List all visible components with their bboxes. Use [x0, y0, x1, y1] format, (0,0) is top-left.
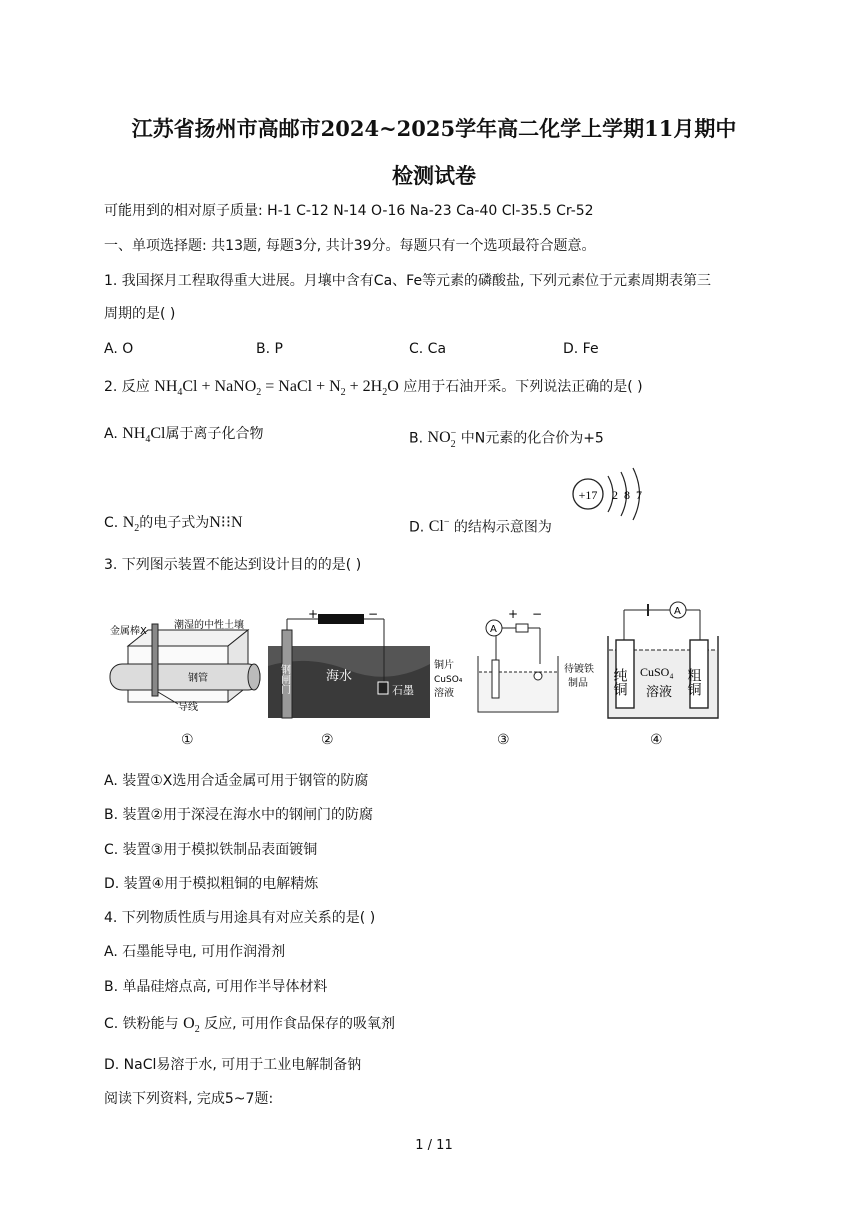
shell-1-electrons: 2	[612, 488, 618, 502]
q4-option-d: D. NaCl易溶于水, 可用于工业电解制备钠	[104, 1057, 362, 1073]
q1-option-a: A. O	[104, 341, 134, 357]
label-pipe: 钢管	[188, 673, 208, 684]
figure-4-caption: ④	[650, 733, 663, 748]
q1-stem-a: 1. 我国探月工程取得重大进展。月壤中含有Ca、Fe等元素的磷酸盐, 下列元素位于元素周期表第三	[104, 273, 711, 289]
q2-equation: $NH_4Cl$ + NaNO$_2$ = NaCl + $N_2 + 2H_2O$	[154, 378, 399, 399]
q2-number: 2. 反应	[104, 379, 150, 395]
ammeter-label: A	[490, 624, 497, 635]
label-item: 制品	[568, 678, 588, 689]
figure-2-sea-gate	[268, 606, 430, 720]
reading-instruction: 阅读下列资料, 完成5~7题:	[104, 1091, 274, 1107]
nucleus-charge: +17	[578, 488, 598, 502]
shell-2-electrons: 8	[624, 488, 630, 502]
figure-4-electrolytic-refining	[604, 600, 722, 722]
label-pure-copper: 纯铜	[611, 668, 627, 696]
page-number: 1 / 11	[415, 1138, 453, 1153]
atomic-masses: 可能用到的相对原子质量: H-1 C-12 N-14 O-16 Na-23 Ca-40 Cl-35.5 Cr-52	[104, 203, 594, 219]
figure-3-caption: ③	[497, 733, 510, 748]
q1-option-d: D. Fe	[563, 341, 599, 357]
q1-option-c: C. Ca	[409, 341, 447, 357]
label-crude-copper: 粗铜	[685, 668, 701, 696]
q3-option-b: B. 装置②用于深浸在海水中的钢闸门的防腐	[104, 807, 374, 823]
label-solution: 溶液	[434, 688, 454, 699]
q2-option-b: B. $NO_2^-$ 中N元素的化合价为+5	[409, 428, 604, 450]
label-wire: 导线	[178, 702, 198, 713]
label-plus: +	[308, 607, 319, 621]
q4-option-c: C. 铁粉能与 $O_2$ 反应, 可用作食品保存的吸氧剂	[104, 1015, 396, 1036]
q3-stem: 3. 下列图示装置不能达到设计目的的是( )	[104, 557, 362, 573]
shell-3-electrons: 7	[636, 488, 642, 502]
label-metal-rod: 金属棒X	[110, 626, 147, 637]
chlorine-atom-structure-diagram	[566, 466, 650, 526]
q2-stem	[104, 377, 643, 403]
label-minus: −	[532, 607, 543, 621]
title-line-2: 检测试卷	[392, 163, 476, 188]
q3-option-a: A. 装置①X选用合适金属可用于钢管的防腐	[104, 773, 369, 789]
label-cuso4: CuSO₄	[640, 665, 674, 679]
q2-option-c: C. $N_2$的电子式为N⁝⁝N	[104, 514, 243, 535]
label-solution: 溶液	[646, 685, 673, 700]
figure-1-buried-pipe	[108, 606, 264, 724]
label-copper-plate: 铜片	[434, 660, 454, 671]
q2-option-a: A. $NH_4Cl$属于离子化合物	[104, 425, 264, 446]
label-graphite: 石墨	[392, 684, 414, 697]
q3-option-c: C. 装置③用于模拟铁制品表面镀铜	[104, 842, 318, 858]
q4-option-a: A. 石墨能导电, 可用作润滑剂	[104, 944, 286, 960]
q2-tail: 应用于石油开采。下列说法正确的是( )	[403, 379, 643, 395]
q2-option-d: D. Cl− 的结构示意图为	[409, 517, 552, 536]
q1-stem-b: 周期的是( )	[104, 306, 176, 322]
label-minus: −	[368, 607, 379, 621]
q3-option-d: D. 装置④用于模拟粗铜的电解精炼	[104, 876, 319, 892]
label-gate: 钢闸门	[278, 664, 290, 694]
title-line-1: 江苏省扬州市高邮市2024~2025学年高二化学上学期11月期中	[131, 116, 737, 141]
label-seawater: 海水	[326, 669, 353, 684]
ammeter-label: A	[674, 606, 681, 617]
q4-option-b: B. 单晶硅熔点高, 可用作半导体材料	[104, 979, 328, 995]
label-cuso4: CuSO₄	[434, 675, 463, 685]
label-plus: +	[508, 607, 519, 621]
q1-option-b: B. P	[256, 341, 283, 357]
label-soil: 潮湿的中性土壤	[174, 620, 244, 631]
label-iron-item: 待镀铁	[564, 664, 594, 675]
section-heading: 一、单项选择题: 共13题, 每题3分, 共计39分。每题只有一个选项最符合题意。	[104, 238, 596, 254]
figure-2-caption: ②	[321, 733, 334, 748]
q4-stem: 4. 下列物质性质与用途具有对应关系的是( )	[104, 910, 376, 926]
figure-1-caption: ①	[181, 733, 194, 748]
figure-3-electroplating	[434, 604, 598, 720]
